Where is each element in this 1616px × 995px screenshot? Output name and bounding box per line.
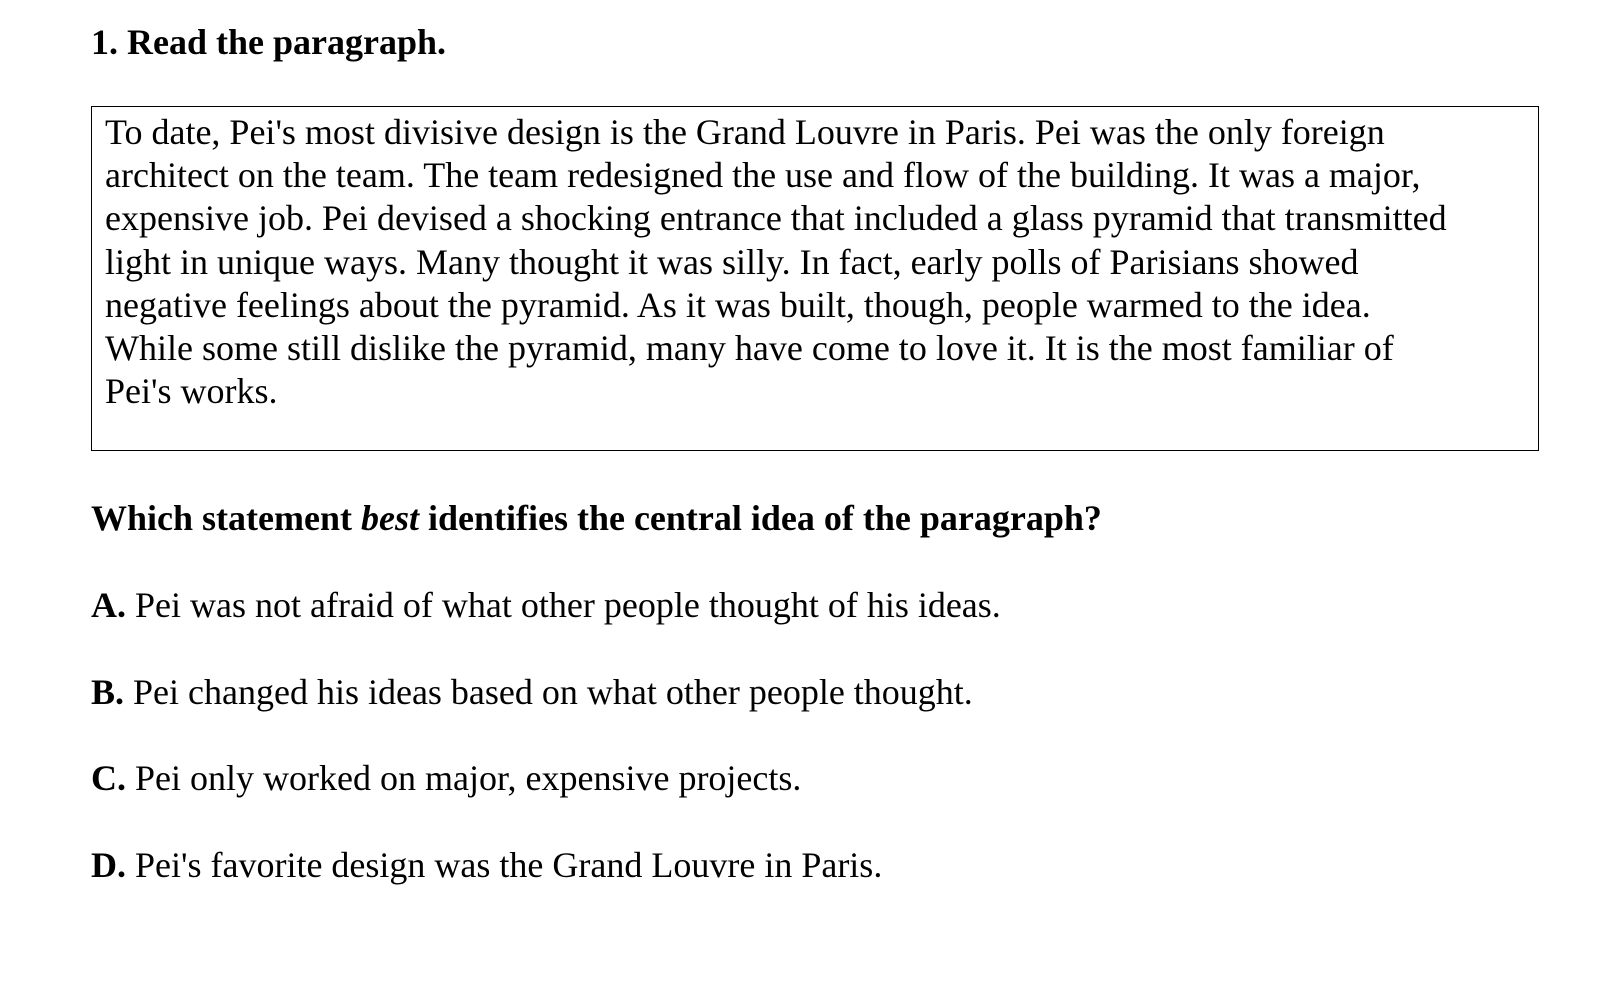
- passage-line: negative feelings about the pyramid. As it was built, though, people warmed to the idea.: [105, 284, 1371, 325]
- passage-line: Pei's works.: [105, 371, 278, 412]
- passage-line: light in unique ways. Many thought it was silly. In fact, early polls of Parisians showed: [105, 241, 1359, 282]
- option-letter: C.: [91, 758, 126, 798]
- question-prompt: [91, 497, 1102, 539]
- option-letter: D.: [91, 845, 126, 885]
- option-text: Pei was not afraid of what other people thought of his ideas.: [126, 585, 1001, 625]
- passage-line: architect on the team. The team redesigned the use and flow of the building. It was a major,: [105, 155, 1421, 196]
- answer-option-a[interactable]: [91, 584, 1001, 626]
- passage-line: While some still dislike the pyramid, many have come to love it. It is the most familiar of: [105, 328, 1394, 369]
- passage-line: To date, Pei's most divisive design is the Grand Louvre in Paris. Pei was the only foreign: [105, 112, 1385, 152]
- question-heading: 1. Read the paragraph.: [91, 22, 447, 62]
- option-letter: A.: [91, 585, 126, 625]
- passage-line: expensive job. Pei devised a shocking entrance that included a glass pyramid that transmitted: [105, 198, 1447, 239]
- question-emphasis: best: [360, 498, 419, 538]
- option-text: Pei's favorite design was the Grand Louvre in Paris.: [126, 845, 883, 885]
- option-letter: B.: [91, 672, 125, 712]
- passage-box: [91, 106, 1539, 451]
- answer-option-c[interactable]: [91, 757, 801, 799]
- option-text: Pei only worked on major, expensive projects.: [126, 758, 802, 798]
- option-text: Pei changed his ideas based on what other people thought.: [124, 672, 973, 712]
- answer-option-d[interactable]: [91, 844, 882, 886]
- question-text-before: Which statement: [91, 498, 361, 538]
- answer-option-b[interactable]: [91, 671, 973, 713]
- question-text-after: identifies the central idea of the paragraph?: [418, 498, 1102, 538]
